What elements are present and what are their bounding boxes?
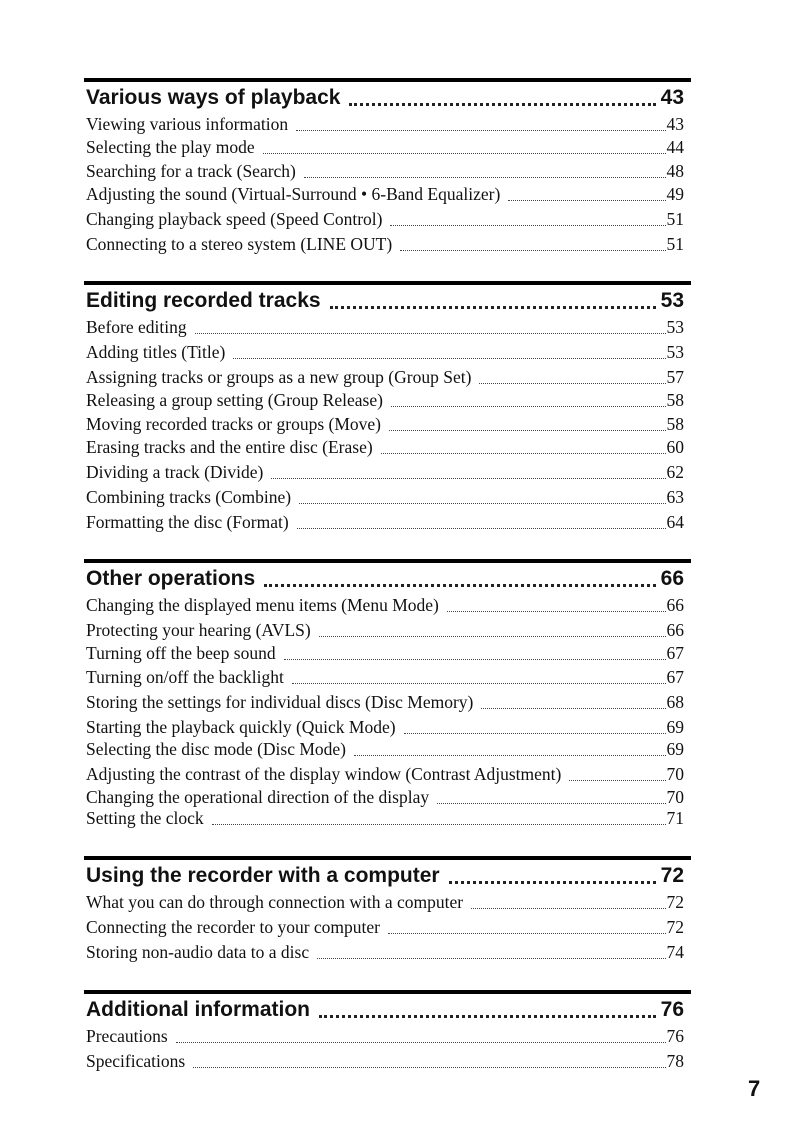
entry-page: 51 — [666, 209, 684, 229]
entry-title: Before editing — [86, 317, 187, 337]
dot-leader — [292, 683, 666, 684]
toc-entry — [86, 717, 684, 738]
section-title: Additional information — [86, 998, 310, 1021]
toc-entry — [86, 787, 684, 808]
dot-leader — [297, 528, 666, 529]
entry-title: Storing the settings for individual discs (Disc Memory) — [86, 692, 474, 712]
entry-page: 76 — [666, 1026, 684, 1046]
toc-entry — [86, 1026, 684, 1047]
entry-title: What you can do through connection with a computer — [86, 892, 464, 912]
entry-page: 69 — [666, 739, 684, 759]
section-page: 66 — [660, 567, 684, 590]
section-rule — [84, 559, 691, 563]
section-rule — [84, 78, 691, 82]
section-heading — [84, 861, 691, 890]
entry-page: 72 — [666, 917, 684, 937]
toc-entry — [86, 692, 684, 713]
dot-leader — [400, 250, 665, 251]
dot-leader — [449, 881, 656, 884]
toc-entry — [86, 414, 684, 435]
entry-page: 67 — [666, 643, 684, 663]
toc-section-additional — [84, 990, 691, 1071]
dot-leader — [319, 636, 666, 637]
entry-title: Connecting the recorder to your computer — [86, 917, 380, 937]
toc-section-editing — [84, 281, 691, 532]
entry-page: 74 — [666, 942, 684, 962]
toc-entry — [86, 620, 684, 641]
entry-page: 71 — [666, 808, 684, 828]
dot-leader — [263, 153, 666, 154]
entry-page: 43 — [666, 114, 684, 134]
entry-title: Dividing a track (Divide) — [86, 462, 264, 482]
entry-page: 67 — [666, 667, 684, 687]
toc-entry — [86, 917, 684, 938]
dot-leader — [388, 933, 666, 934]
dot-leader — [390, 225, 665, 226]
dot-leader — [304, 177, 666, 178]
dot-leader — [330, 306, 656, 309]
entry-title: Combining tracks (Combine) — [86, 487, 292, 507]
entry-title: Adjusting the contrast of the display window (Contrast Adjustment) — [86, 764, 562, 784]
section-heading — [84, 564, 691, 593]
dot-leader — [319, 1015, 656, 1018]
section-title: Using the recorder with a computer — [86, 864, 440, 887]
dot-leader — [437, 803, 665, 804]
entry-page: 44 — [666, 137, 684, 157]
section-heading — [84, 995, 691, 1024]
entry-title: Setting the clock — [86, 808, 204, 828]
entry-title: Adding titles (Title) — [86, 342, 226, 362]
section-page: 53 — [660, 289, 684, 312]
entry-page: 58 — [666, 414, 684, 434]
entry-page: 78 — [666, 1051, 684, 1071]
toc-entry — [86, 942, 684, 963]
dot-leader — [299, 503, 665, 504]
entry-page: 70 — [666, 764, 684, 784]
entry-title: Erasing tracks and the entire disc (Erase) — [86, 437, 373, 457]
entry-page: 51 — [666, 234, 684, 254]
section-rule — [84, 281, 691, 285]
entry-title: Specifications — [86, 1051, 186, 1071]
section-title: Various ways of playback — [86, 86, 341, 109]
toc-entry — [86, 184, 684, 205]
toc-entry — [86, 317, 684, 338]
entry-title: Changing the operational direction of the display — [86, 787, 430, 807]
toc-entry — [86, 437, 684, 458]
toc-entry — [86, 892, 684, 913]
dot-leader — [447, 611, 666, 612]
toc-entry — [86, 462, 684, 483]
toc-entry — [86, 643, 684, 664]
toc-entry — [86, 512, 684, 533]
entry-page: 58 — [666, 390, 684, 410]
dot-leader — [176, 1042, 666, 1043]
entry-page: 49 — [666, 184, 684, 204]
dot-leader — [508, 200, 665, 201]
toc-entry — [86, 367, 684, 388]
dot-leader — [569, 780, 665, 781]
section-heading — [84, 83, 691, 112]
dot-leader — [391, 406, 666, 407]
dot-leader — [481, 708, 665, 709]
entry-title: Assigning tracks or groups as a new group (Group Set) — [86, 367, 472, 387]
entry-page: 63 — [666, 487, 684, 507]
entry-title: Formatting the disc (Format) — [86, 512, 289, 532]
entry-title: Storing non-audio data to a disc — [86, 942, 310, 962]
entry-title: Turning on/off the backlight — [86, 667, 284, 687]
entry-page: 66 — [666, 620, 684, 640]
entry-page: 60 — [666, 437, 684, 457]
page-number: 7 — [748, 1076, 761, 1101]
toc-entry — [86, 487, 684, 508]
entry-title: Moving recorded tracks or groups (Move) — [86, 414, 381, 434]
entry-page: 57 — [666, 367, 684, 387]
toc-entry — [86, 1051, 684, 1072]
entry-title: Releasing a group setting (Group Release) — [86, 390, 383, 410]
toc-entry — [86, 739, 684, 760]
entry-page: 48 — [666, 161, 684, 181]
section-title: Editing recorded tracks — [86, 289, 321, 312]
section-rule — [84, 990, 691, 994]
dot-leader — [264, 584, 655, 587]
section-page: 72 — [660, 864, 684, 887]
entry-title: Connecting to a stereo system (LINE OUT) — [86, 234, 393, 254]
entry-page: 70 — [666, 787, 684, 807]
section-heading — [84, 286, 691, 315]
dot-leader — [479, 383, 665, 384]
entry-title: Searching for a track (Search) — [86, 161, 296, 181]
dot-leader — [233, 358, 665, 359]
dot-leader — [381, 453, 666, 454]
dot-leader — [354, 755, 665, 756]
entry-page: 64 — [666, 512, 684, 532]
dot-leader — [284, 659, 666, 660]
toc-section-playback — [84, 78, 691, 254]
entry-title: Precautions — [86, 1026, 168, 1046]
entry-page: 53 — [666, 317, 684, 337]
section-page: 43 — [660, 86, 684, 109]
dot-leader — [212, 824, 666, 825]
toc-entry — [86, 342, 684, 363]
toc-section-other — [84, 559, 691, 828]
toc-entry — [86, 808, 684, 829]
entry-title: Turning off the beep sound — [86, 643, 276, 663]
dot-leader — [193, 1067, 665, 1068]
dot-leader — [349, 103, 655, 106]
entry-page: 66 — [666, 595, 684, 615]
section-rule — [84, 856, 691, 860]
dot-leader — [271, 478, 665, 479]
entry-page: 53 — [666, 342, 684, 362]
dot-leader — [389, 430, 666, 431]
section-title: Other operations — [86, 567, 256, 590]
toc-entry — [86, 161, 684, 182]
toc-entry — [86, 595, 684, 616]
section-page: 76 — [660, 998, 684, 1021]
entry-title: Selecting the disc mode (Disc Mode) — [86, 739, 347, 759]
toc-entry — [86, 667, 684, 688]
toc-entry — [86, 390, 684, 411]
toc-section-computer — [84, 856, 691, 962]
dot-leader — [317, 958, 665, 959]
entry-title: Viewing various information — [86, 114, 289, 134]
dot-leader — [404, 733, 666, 734]
entry-page: 69 — [666, 717, 684, 737]
entry-title: Protecting your hearing (AVLS) — [86, 620, 311, 640]
entry-title: Starting the playback quickly (Quick Mode) — [86, 717, 396, 737]
entry-page: 68 — [666, 692, 684, 712]
entry-title: Changing the displayed menu items (Menu Mode) — [86, 595, 439, 615]
entry-title: Selecting the play mode — [86, 137, 255, 157]
entry-page: 72 — [666, 892, 684, 912]
toc-entry — [86, 209, 684, 230]
toc-entry — [86, 137, 684, 158]
entry-page: 62 — [666, 462, 684, 482]
entry-title: Adjusting the sound (Virtual-Surround • 6-Band Equalizer) — [86, 184, 501, 204]
toc-entry — [86, 764, 684, 785]
dot-leader — [195, 333, 666, 334]
dot-leader — [471, 908, 665, 909]
toc-entry — [86, 234, 684, 255]
toc-entry — [86, 114, 684, 135]
dot-leader — [296, 130, 665, 131]
entry-title: Changing playback speed (Speed Control) — [86, 209, 383, 229]
